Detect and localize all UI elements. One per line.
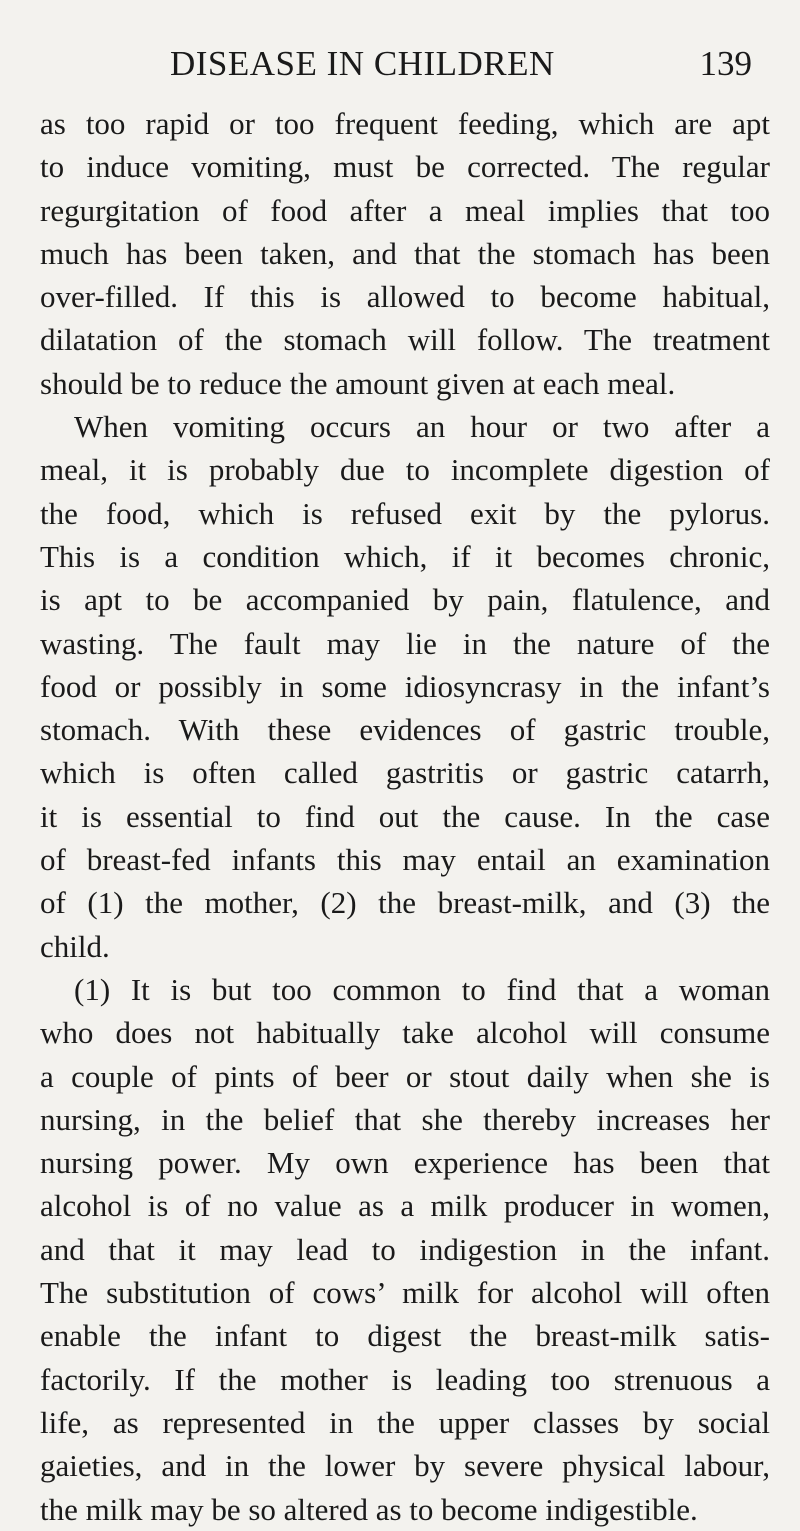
text-line: The substitution of cows’ milk for alcohol will often bbox=[40, 1275, 770, 1311]
text-line: food or possibly in some idiosyncrasy in the infant’s bbox=[40, 668, 770, 704]
text-line: over-filled. If this is allowed to become habitual, bbox=[40, 279, 770, 315]
text-line: regurgitation of food after a meal implies that too bbox=[40, 192, 770, 228]
text-line: should be to reduce the amount given at each meal. bbox=[40, 365, 676, 401]
text-line: a couple of pints of beer or stout daily when she is bbox=[40, 1058, 770, 1094]
text-line: who does not habitually take alcohol will consume bbox=[40, 1015, 770, 1051]
text-line: nursing power. My own experience has been that bbox=[40, 1145, 770, 1181]
text-line: it is essential to find out the cause. In the case bbox=[40, 798, 770, 834]
page-header bbox=[0, 44, 800, 94]
text-line: dilatation of the stomach will follow. The treatment bbox=[40, 322, 770, 358]
body-text bbox=[40, 102, 770, 1531]
text-line: life, as represented in the upper classes by social bbox=[40, 1404, 770, 1440]
text-line: enable the infant to digest the breast-milk satis- bbox=[40, 1318, 770, 1354]
text-line: to induce vomiting, must be corrected. The regular bbox=[40, 149, 770, 185]
text-line: factorily. If the mother is leading too strenuous a bbox=[40, 1361, 770, 1397]
text-line: wasting. The fault may lie in the nature of the bbox=[40, 625, 770, 661]
text-line: gaieties, and in the lower by severe physical labour, bbox=[40, 1448, 770, 1484]
text-line: meal, it is probably due to incomplete digestion of bbox=[40, 452, 770, 488]
text-line: (1) It is but too common to find that a woman bbox=[74, 971, 770, 1007]
text-line: of (1) the mother, (2) the breast-milk, and (3) the bbox=[40, 885, 770, 921]
text-line: the food, which is refused exit by the pylorus. bbox=[40, 495, 770, 531]
text-line: is apt to be accompanied by pain, flatulence, and bbox=[40, 582, 770, 618]
text-line: and that it may lead to indigestion in the infant. bbox=[40, 1231, 770, 1267]
page-number: 139 bbox=[699, 44, 752, 83]
text-line: stomach. With these evidences of gastric trouble, bbox=[40, 712, 770, 748]
text-line: which is often called gastritis or gastric catarrh, bbox=[40, 755, 770, 791]
text-line: as too rapid or too frequent feeding, which are apt bbox=[40, 106, 770, 141]
text-line: child. bbox=[40, 928, 110, 964]
running-head: DISEASE IN CHILDREN bbox=[170, 44, 555, 83]
text-line: nursing, in the belief that she thereby increases her bbox=[40, 1101, 770, 1137]
text-line: the milk may be so altered as to become indigestible. bbox=[40, 1491, 698, 1527]
text-line: When vomiting occurs an hour or two after a bbox=[74, 409, 770, 445]
text-line: much has been taken, and that the stomach has been bbox=[40, 235, 770, 271]
text-line: alcohol is of no value as a milk producer in women, bbox=[40, 1188, 770, 1224]
text-line: of breast-fed infants this may entail an examination bbox=[40, 842, 770, 878]
text-line: This is a condition which, if it becomes chronic, bbox=[40, 538, 770, 574]
